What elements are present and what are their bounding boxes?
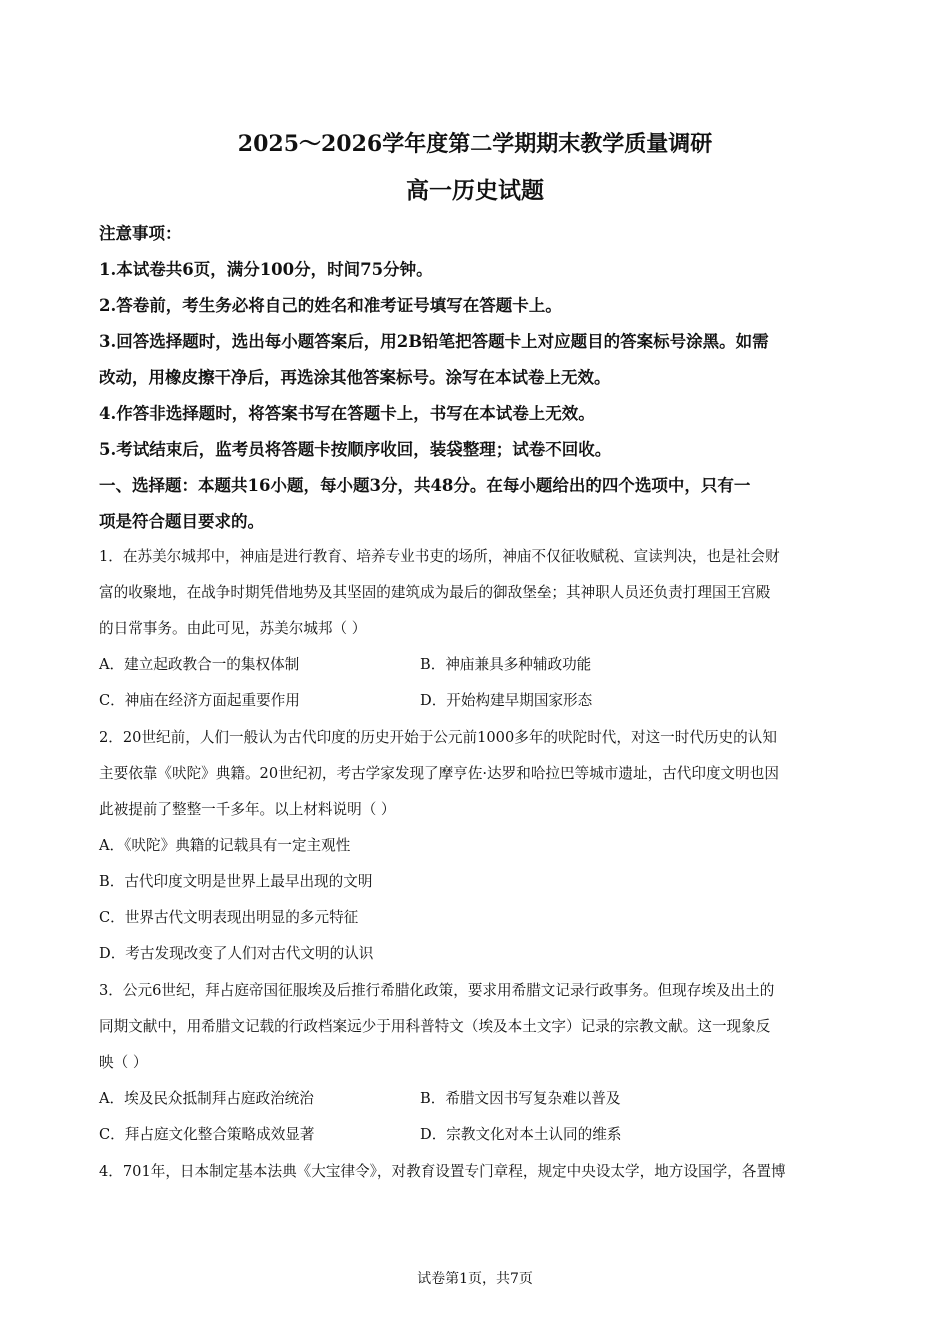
question-4-text: 4．701年，日本制定基本法典《大宝律令》，对教育设置专门章程，规定中央设太学，地方设国学，各置博 xyxy=(99,1163,786,1180)
question-2-option-c: C．世界古代文明表现出明显的多元特征 xyxy=(99,909,359,926)
section-heading: 一、选择题：本题共16小题，每小题3分，共48分。在每小题给出的四个选项中，只有一 xyxy=(99,476,751,495)
exam-subtitle: 高一历史试题 xyxy=(406,177,544,204)
question-3-text: 映（ ） xyxy=(99,1054,148,1071)
notice-item: 1.本试卷共6页，满分100分，时间75分钟。 xyxy=(99,260,433,279)
notice-item: 4.作答非选择题时，将答案书写在答题卡上，书写在本试卷上无效。 xyxy=(99,404,595,423)
section-heading-cont: 项是符合题目要求的。 xyxy=(99,512,264,531)
exam-title: 2025～2026学年度第二学期期末教学质量调研 xyxy=(237,131,713,157)
question-2-text: 2．20世纪前，人们一般认为古代印度的历史开始于公元前1000多年的吠陀时代，对这一时代历史的认知 xyxy=(99,729,777,746)
question-1-text: 的日常事务。由此可见，苏美尔城邦（ ） xyxy=(99,620,367,637)
question-3-option-c: C．拜占庭文化整合策略成效显著 xyxy=(99,1126,315,1143)
page-footer: 试卷第1页，共7页 xyxy=(417,1271,533,1287)
notice-item: 3.回答选择题时，选出每小题答案后，用2B铅笔把答题卡上对应题目的答案标号涂黑。如需 xyxy=(99,332,769,351)
question-1-option-d: D．开始构建早期国家形态 xyxy=(420,692,593,709)
question-2-text: 此被提前了整整一千多年。以上材料说明（ ） xyxy=(99,801,396,818)
question-1-text: 1．在苏美尔城邦中，神庙是进行教育、培养专业书吏的场所，神庙不仅征收赋税、宣读判决，也是社会财 xyxy=(99,548,780,565)
question-3-text: 同期文献中，用希腊文记载的行政档案远少于用科普特文（埃及本土文字）记录的宗教文献。这一现象反 xyxy=(99,1018,771,1035)
question-3-option-b: B．希腊文因书写复杂难以普及 xyxy=(420,1090,621,1107)
question-1-option-b: B．神庙兼具多种辅政功能 xyxy=(420,656,592,673)
notice-item: 5.考试结束后，监考员将答题卡按顺序收回，装袋整理；试卷不回收。 xyxy=(99,440,612,459)
question-1-option-c: C．神庙在经济方面起重要作用 xyxy=(99,692,300,709)
question-3-text: 3．公元6世纪，拜占庭帝国征服埃及后推行希腊化政策，要求用希腊文记录行政事务。但现存埃及出土的 xyxy=(99,982,775,999)
question-2-option-b: B．古代印度文明是世界上最早出现的文明 xyxy=(99,873,373,890)
question-2-option-a: A．《吠陀》典籍的记载具有一定主观性 xyxy=(99,837,351,854)
question-3-option-a: A．埃及民众抵制拜占庭政治统治 xyxy=(99,1090,314,1107)
notice-item: 改动，用橡皮擦干净后，再选涂其他答案标号。涂写在本试卷上无效。 xyxy=(99,368,611,387)
question-2-text: 主要依靠《吠陀》典籍。20世纪初，考古学家发现了摩亨佐·达罗和哈拉巴等城市遗址，古代印度文明也因 xyxy=(99,765,779,782)
question-3-option-d: D．宗教文化对本土认同的维系 xyxy=(420,1126,622,1143)
question-1-option-a: A．建立起政教合一的集权体制 xyxy=(99,656,300,673)
question-1-text: 富的收聚地，在战争时期凭借地势及其坚固的建筑成为最后的御敌堡垒；其神职人员还负责打理国王宫殿 xyxy=(99,584,771,601)
notice-item: 2.答卷前，考生务必将自己的姓名和准考证号填写在答题卡上。 xyxy=(99,296,562,315)
notice-heading: 注意事项： xyxy=(99,224,182,243)
question-2-option-d: D．考古发现改变了人们对古代文明的认识 xyxy=(99,945,374,962)
